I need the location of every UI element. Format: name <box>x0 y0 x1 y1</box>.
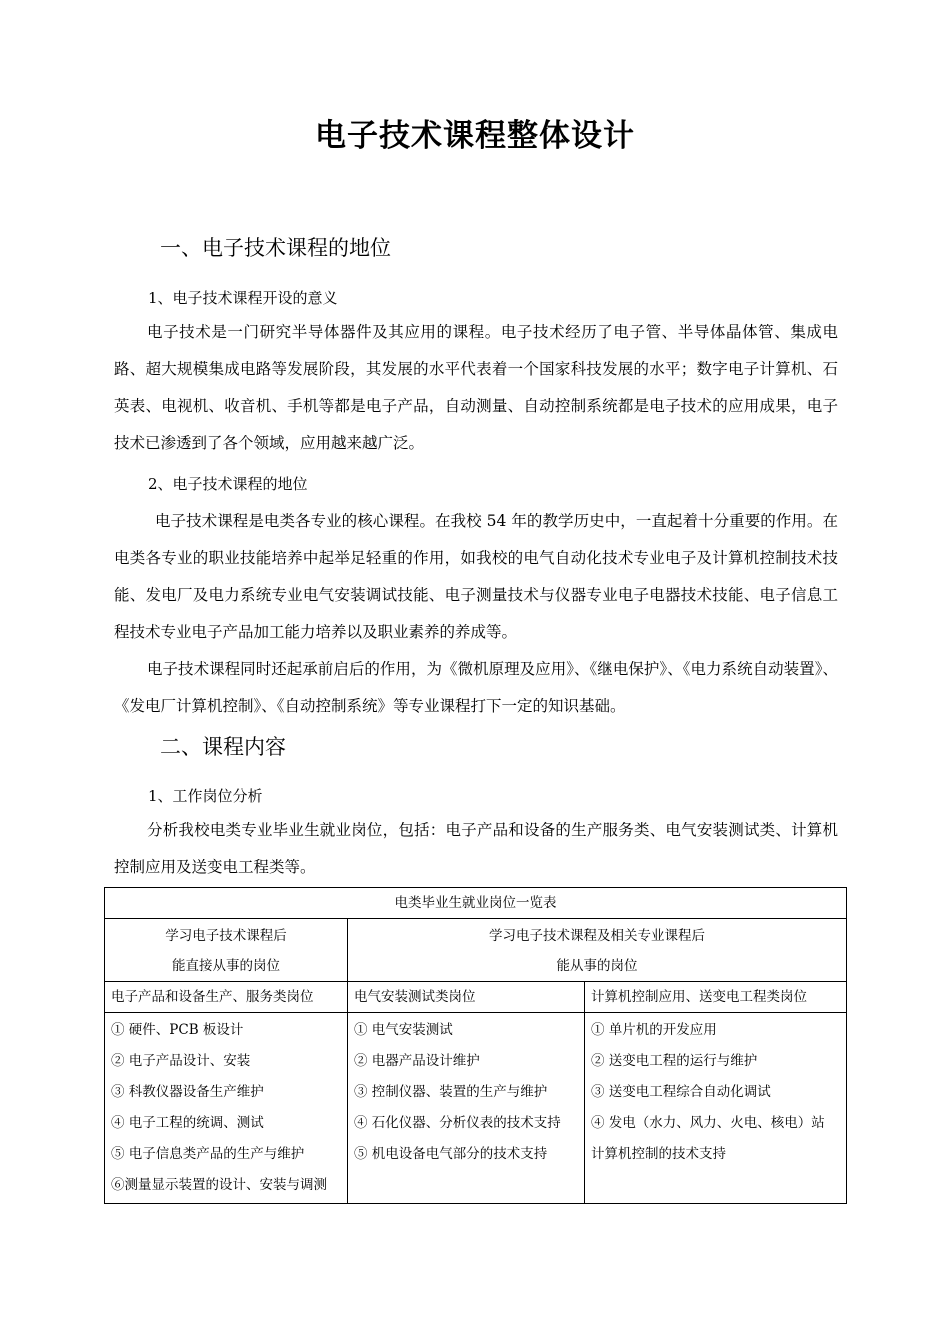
table-list-computer-control <box>585 1013 847 1204</box>
table-list-installation <box>348 1013 585 1204</box>
paragraph-status-1: 电子技术课程是电类各专业的核心课程。在我校 54 年的教学历史中，一直起着十分重要的作用。在电类各专业的职业技能培养中起举足轻重的作用，如我校的电气自动化技术专业电子及计算机控制技术技能、发电厂及电力系统专业电气安装调试技能、电子测量技术与仪器专业电子电器技术技能、电子信息工程技术专业电子产品加工能力培养以及职业素养的养成等。 <box>114 512 838 641</box>
table-head-related-line2: 能从事的岗位 <box>556 958 638 974</box>
list-item: ⑤ 机电设备电气部分的技术支持 <box>354 1146 548 1162</box>
section-heading-position: 一、电子技术课程的地位 <box>160 236 391 260</box>
list-item: ③ 送变电工程综合自动化调试 <box>591 1084 771 1100</box>
list-item: ② 电子产品设计、安装 <box>111 1053 251 1069</box>
jobs-table <box>104 887 847 1204</box>
list-item: ② 送变电工程的运行与维护 <box>591 1053 758 1069</box>
table-category-computer-control: 计算机控制应用、送变电工程类岗位 <box>585 982 847 1013</box>
table-head-related <box>348 919 847 982</box>
table-list-electronics <box>105 1013 348 1204</box>
subsection-heading-significance: 1、电子技术课程开设的意义 <box>148 289 338 307</box>
subsection-heading-job-analysis: 1、工作岗位分析 <box>148 787 263 805</box>
table-head-direct-line2: 能直接从事的岗位 <box>172 958 280 974</box>
table-category-installation: 电气安装测试类岗位 <box>348 982 585 1013</box>
list-item: ① 单片机的开发应用 <box>591 1022 717 1038</box>
paragraph-significance: 电子技术是一门研究半导体器件及其应用的课程。电子技术经历了电子管、半导体晶体管、集成电路、超大规模集成电路等发展阶段，其发展的水平代表着一个国家科技发展的水平；数字电子计算机、石英表、电视机、收音机、手机等都是电子产品，自动测量、自动控制系统都是电子技术的应用成果，电子技术已渗透到了各个领域，应用越来越广泛。 <box>114 323 838 452</box>
list-item: ④ 石化仪器、分析仪表的技术支持 <box>354 1115 561 1131</box>
list-item: ① 硬件、PCB 板设计 <box>111 1022 244 1038</box>
list-item: ⑤ 电子信息类产品的生产与维护 <box>111 1146 305 1162</box>
list-item: ① 电气安装测试 <box>354 1022 453 1038</box>
list-item: ③ 控制仪器、装置的生产与维护 <box>354 1084 548 1100</box>
document-title: 电子技术课程整体设计 <box>315 118 635 154</box>
table-head-direct-line1: 学习电子技术课程后 <box>165 928 287 944</box>
table-head-related-line1: 学习电子技术课程及相关专业课程后 <box>489 928 705 944</box>
list-item: 计算机控制的技术支持 <box>591 1146 726 1162</box>
table-category-electronics: 电子产品和设备生产、服务类岗位 <box>105 982 348 1013</box>
paragraph-status-2: 电子技术课程同时还起承前启后的作用，为《微机原理及应用》、《继电保护》、《电力系统自动装置》、《发电厂计算机控制》、《自动控制系统》等专业课程打下一定的知识基础。 <box>114 660 838 715</box>
paragraph-job-analysis: 分析我校电类专业毕业生就业岗位，包括：电子产品和设备的生产服务类、电气安装测试类、计算机控制应用及送变电工程类等。 <box>114 821 838 876</box>
table-head-direct <box>105 919 348 982</box>
table-caption: 电类毕业生就业岗位一览表 <box>105 888 847 919</box>
subsection-heading-status: 2、电子技术课程的地位 <box>148 475 308 493</box>
list-item: ② 电器产品设计维护 <box>354 1053 480 1069</box>
section-heading-content: 二、课程内容 <box>160 735 286 759</box>
list-item: ④ 电子工程的统调、测试 <box>111 1115 264 1131</box>
list-item: ⑥测量显示装置的设计、安装与调测 <box>111 1177 327 1193</box>
list-item: ④ 发电（水力、风力、火电、核电）站 <box>591 1115 825 1131</box>
list-item: ③ 科教仪器设备生产维护 <box>111 1084 264 1100</box>
